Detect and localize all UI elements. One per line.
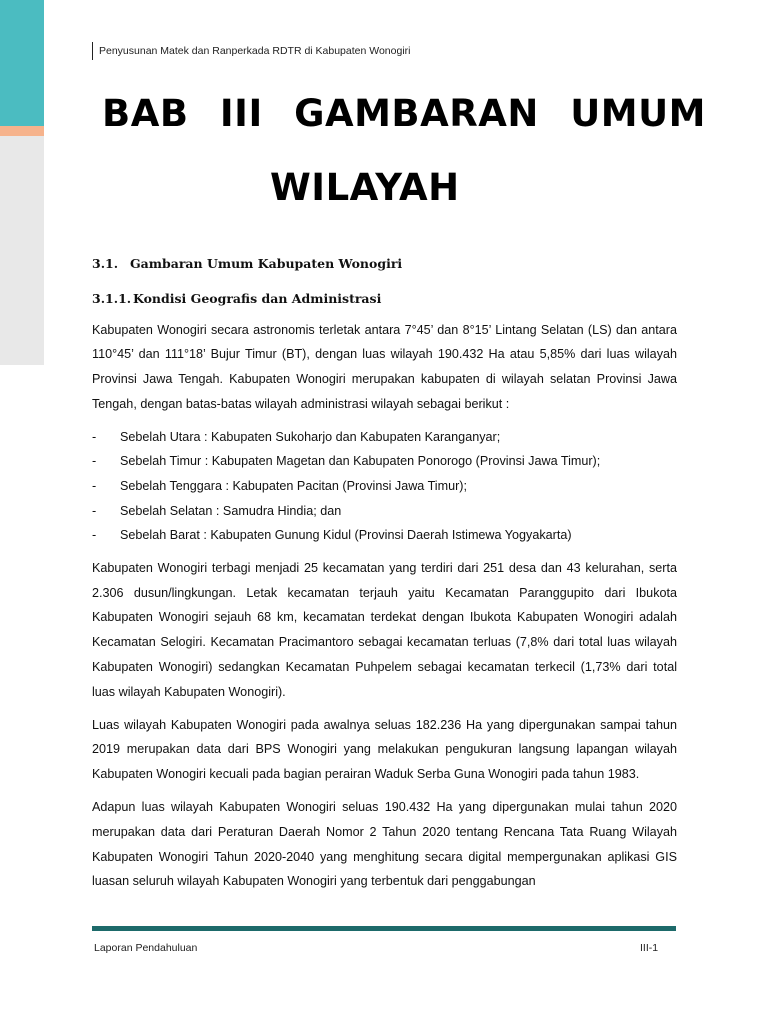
- subsection-title: Kondisi Geografis dan Administrasi: [133, 290, 382, 306]
- footer-rule: [92, 926, 676, 931]
- list-item: [92, 499, 677, 524]
- list-item-text: Sebelah Utara : Kabupaten Sukoharjo dan Kabupaten Karanganyar;: [120, 429, 501, 444]
- side-teal-band: [0, 0, 44, 126]
- list-item-text: Sebelah Timur : Kabupaten Magetan dan Kabupaten Ponorogo (Provinsi Jawa Timur);: [120, 454, 601, 469]
- list-item: [92, 449, 677, 474]
- list-item-text: Sebelah Tenggara : Kabupaten Pacitan (Provinsi Jawa Timur);: [120, 478, 467, 493]
- page-number: III-1: [640, 942, 659, 954]
- chapter-title-line2: WILAYAH: [270, 166, 460, 209]
- list-item: [92, 474, 677, 499]
- paragraph-3: Luas wilayah Kabupaten Wonogiri pada awalnya seluas 182.236 Ha yang dipergunakan sampai tahun 2019 merupakan data dari BPS Wonogiri yang melakukan pengukuran langsung lapangan wilayah Kabupaten Wonogiri kecuali pada bagian perairan Waduk Serba Guna Wonogiri pada tahun 1983.: [92, 717, 677, 782]
- footer-report-title: Laporan Pendahuluan: [94, 942, 198, 954]
- section-heading: [92, 252, 677, 277]
- page-content: [92, 252, 677, 902]
- bullet-dash: -: [92, 429, 97, 444]
- paragraph-1: Kabupaten Wonogiri secara astronomis terletak antara 7°45’ dan 8°15’ Lintang Selatan (LS) dan antara 110°45’ dan 111°18’ Bujur Timur (BT), dengan luas wilayah 190.432 Ha atau 5,85% dari luas wilayah Provinsi Jawa Tengah. Kabupaten Wonogiri merupakan kabupaten di wilayah selatan Provinsi Jawa Tengah, dengan batas-batas wilayah administrasi wilayah sebagai berikut :: [92, 322, 677, 411]
- section-title: Gambaran Umum Kabupaten Wonogiri: [130, 256, 403, 271]
- bullet-dash: -: [92, 503, 97, 518]
- list-item-text: Sebelah Selatan : Samudra Hindia; dan: [120, 503, 342, 518]
- section-number: 3.1.: [92, 256, 119, 271]
- running-header: Penyusunan Matek dan Ranperkada RDTR di Kabupaten Wonogiri: [92, 42, 411, 60]
- bullet-dash: -: [92, 528, 97, 543]
- subsection-number: 3.1.1.: [92, 290, 132, 306]
- paragraph-2: Kabupaten Wonogiri terbagi menjadi 25 kecamatan yang terdiri dari 251 desa dan 43 kelurahan, serta 2.306 dusun/lingkungan. Letak kecamatan terjauh yaitu Kecamatan Paranggupito dari Ibukota Kabupaten Wonogiri sejauh 68 km, kecamatan terdekat dengan Ibukota Kabupaten Wonogiri adalah Kecamatan Selogiri. Kecamatan Pracimantoro sebagai kecamatan terluas (7,8% dari total luas wilayah Kabupaten Wonogiri) sedangkan Kecamatan Puhpelem sebagai kecamatan terkecil (1,73% dari total luas wilayah Kabupaten Wonogiri).: [92, 560, 677, 699]
- boundary-list: [92, 425, 677, 548]
- chapter-title-line1: BAB III GAMBARAN UMUM: [102, 92, 706, 135]
- paragraph-4: Adapun luas wilayah Kabupaten Wonogiri seluas 190.432 Ha yang dipergunakan mulai tahun 2020 merupakan data dari Peraturan Daerah Nomor 2 Tahun 2020 tentang Rencana Tata Ruang Wilayah Kabupaten Wonogiri Tahun 2020-2040 yang menghitung secara digital mempergunakan aplikasi GIS luasan seluruh wilayah Kabupaten Wonogiri yang terbentuk dari penggabungan: [92, 799, 677, 889]
- bullet-dash: -: [92, 454, 97, 469]
- side-orange-stripe: [0, 126, 44, 136]
- list-item: [92, 523, 677, 548]
- bullet-dash: -: [92, 478, 97, 493]
- subsection-heading: [92, 287, 677, 312]
- list-item-text: Sebelah Barat : Kabupaten Gunung Kidul (Provinsi Daerah Istimewa Yogyakarta): [120, 528, 572, 543]
- list-item: [92, 425, 677, 450]
